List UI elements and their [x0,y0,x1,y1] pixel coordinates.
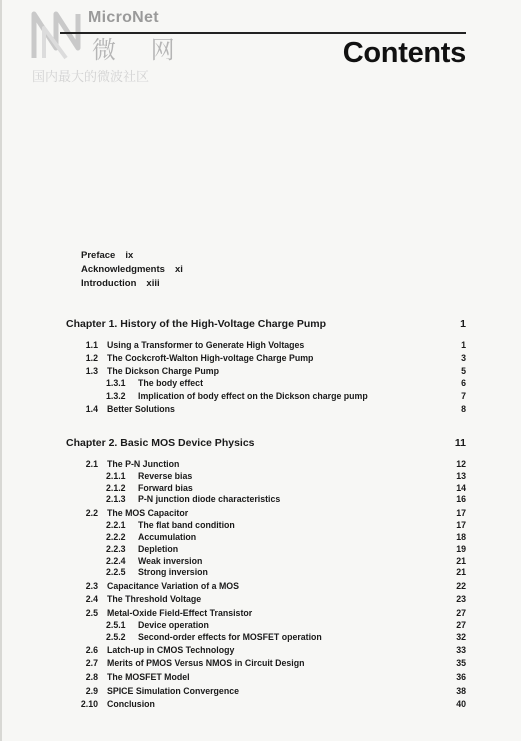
subsection-title: Accumulation [138,532,197,542]
subsection-number: 2.2.3 [106,544,126,554]
subsection-page: 6 [461,378,466,388]
section-number: 1.4 [85,404,98,414]
section-number: 1.2 [85,353,98,363]
front-matter-page: xi [174,264,183,275]
subsection-page: 32 [456,632,466,642]
chapter-title: Chapter 2. Basic MOS Device Physics [66,437,255,449]
section-title: Capacitance Variation of a MOS [107,581,239,591]
section-title: The Threshold Voltage [107,594,202,604]
subsection-page: 19 [456,544,466,554]
subsection-title: The body effect [138,378,204,388]
section-title: The MOSFET Model [107,672,190,682]
subsection-number: 2.1.2 [106,483,126,493]
subsection-title: Strong inversion [138,567,208,577]
subsection-title: Depletion [138,544,179,554]
front-matter-label: Introduction [81,278,137,289]
section-title: The Cockcroft-Walton High-voltage Charge Pump [107,353,314,363]
section-number: 2.2 [85,508,98,518]
section-number: 1.3 [85,366,98,376]
subsection-number: 1.3.2 [106,391,126,401]
front-matter-page: xiii [146,278,160,289]
front-matter-page: ix [125,250,134,261]
section-title: SPICE Simulation Convergence [107,686,239,696]
section-number: 2.7 [85,658,98,668]
subsection-title: Implication of body effect on the Dickson charge pump [138,391,368,401]
subsection-page: 13 [456,471,466,481]
section-page: 3 [461,353,466,363]
subsection-title: P-N junction diode characteristics [138,494,281,504]
section-page: 27 [456,608,466,618]
section-number: 2.10 [80,699,98,709]
section-title: Using a Transformer to Generate High Voltages [107,340,305,350]
watermark-chinese: 微 网 [92,37,189,64]
section-title: Merits of PMOS Versus NMOS in Circuit Design [107,658,305,668]
subsection-number: 2.1.3 [106,494,126,504]
chapter-title: Chapter 1. History of the High-Voltage Charge Pump [66,318,326,330]
section-page: 12 [456,459,466,469]
section-number: 1.1 [85,340,98,350]
front-matter-label: Preface [81,250,116,261]
page-title: Contents [342,37,466,69]
section-title: The Dickson Charge Pump [107,366,219,376]
subsection-title: Reverse bias [138,471,193,481]
subsection-page: 18 [456,532,466,542]
section-number: 2.1 [85,459,98,469]
subsection-page: 7 [461,391,466,401]
subsection-number: 2.2.2 [106,532,126,542]
section-page: 22 [456,581,466,591]
section-number: 2.4 [85,594,98,604]
front-matter-label: Acknowledgments [81,264,165,275]
subsection-title: Weak inversion [138,556,203,566]
section-title: Better Solutions [107,404,175,414]
section-title: Metal-Oxide Field-Effect Transistor [107,608,253,618]
section-number: 2.8 [85,672,98,682]
section-title: Conclusion [107,699,155,709]
subsection-title: Forward bias [138,483,193,493]
subsection-page: 21 [456,567,466,577]
section-page: 33 [456,645,466,655]
section-number: 2.5 [85,608,98,618]
section-number: 2.6 [85,645,98,655]
subsection-number: 2.1.1 [106,471,126,481]
section-page: 36 [456,672,466,682]
subsection-page: 17 [456,520,466,530]
section-title: The P-N Junction [107,459,180,469]
section-page: 8 [461,404,466,414]
section-title: Latch-up in CMOS Technology [107,645,235,655]
subsection-number: 2.2.1 [106,520,126,530]
subsection-page: 14 [456,483,466,493]
section-number: 2.3 [85,581,98,591]
subsection-title: The flat band condition [138,520,235,530]
watermark-tagline: 国内最大的微波社区 [32,69,150,84]
section-page: 1 [461,340,466,350]
subsection-title: Second-order effects for MOSFET operation [138,632,322,642]
watermark-name: MicroNet [88,9,159,26]
subsection-title: Device operation [138,620,209,630]
subsection-number: 2.5.2 [106,632,126,642]
subsection-page: 27 [456,620,466,630]
subsection-number: 2.5.1 [106,620,126,630]
chapter-page: 11 [454,437,466,449]
section-title: The MOS Capacitor [107,508,189,518]
subsection-number: 2.2.5 [106,567,126,577]
section-number: 2.9 [85,686,98,696]
section-page: 23 [456,594,466,604]
section-page: 35 [456,658,466,668]
section-page: 40 [456,699,466,709]
section-page: 17 [456,508,466,518]
section-page: 38 [456,686,466,696]
section-page: 5 [461,366,466,376]
subsection-page: 21 [456,556,466,566]
subsection-number: 1.3.1 [106,378,126,388]
subsection-page: 16 [456,494,466,504]
chapter-page: 1 [460,318,466,330]
subsection-number: 2.2.4 [106,556,126,566]
